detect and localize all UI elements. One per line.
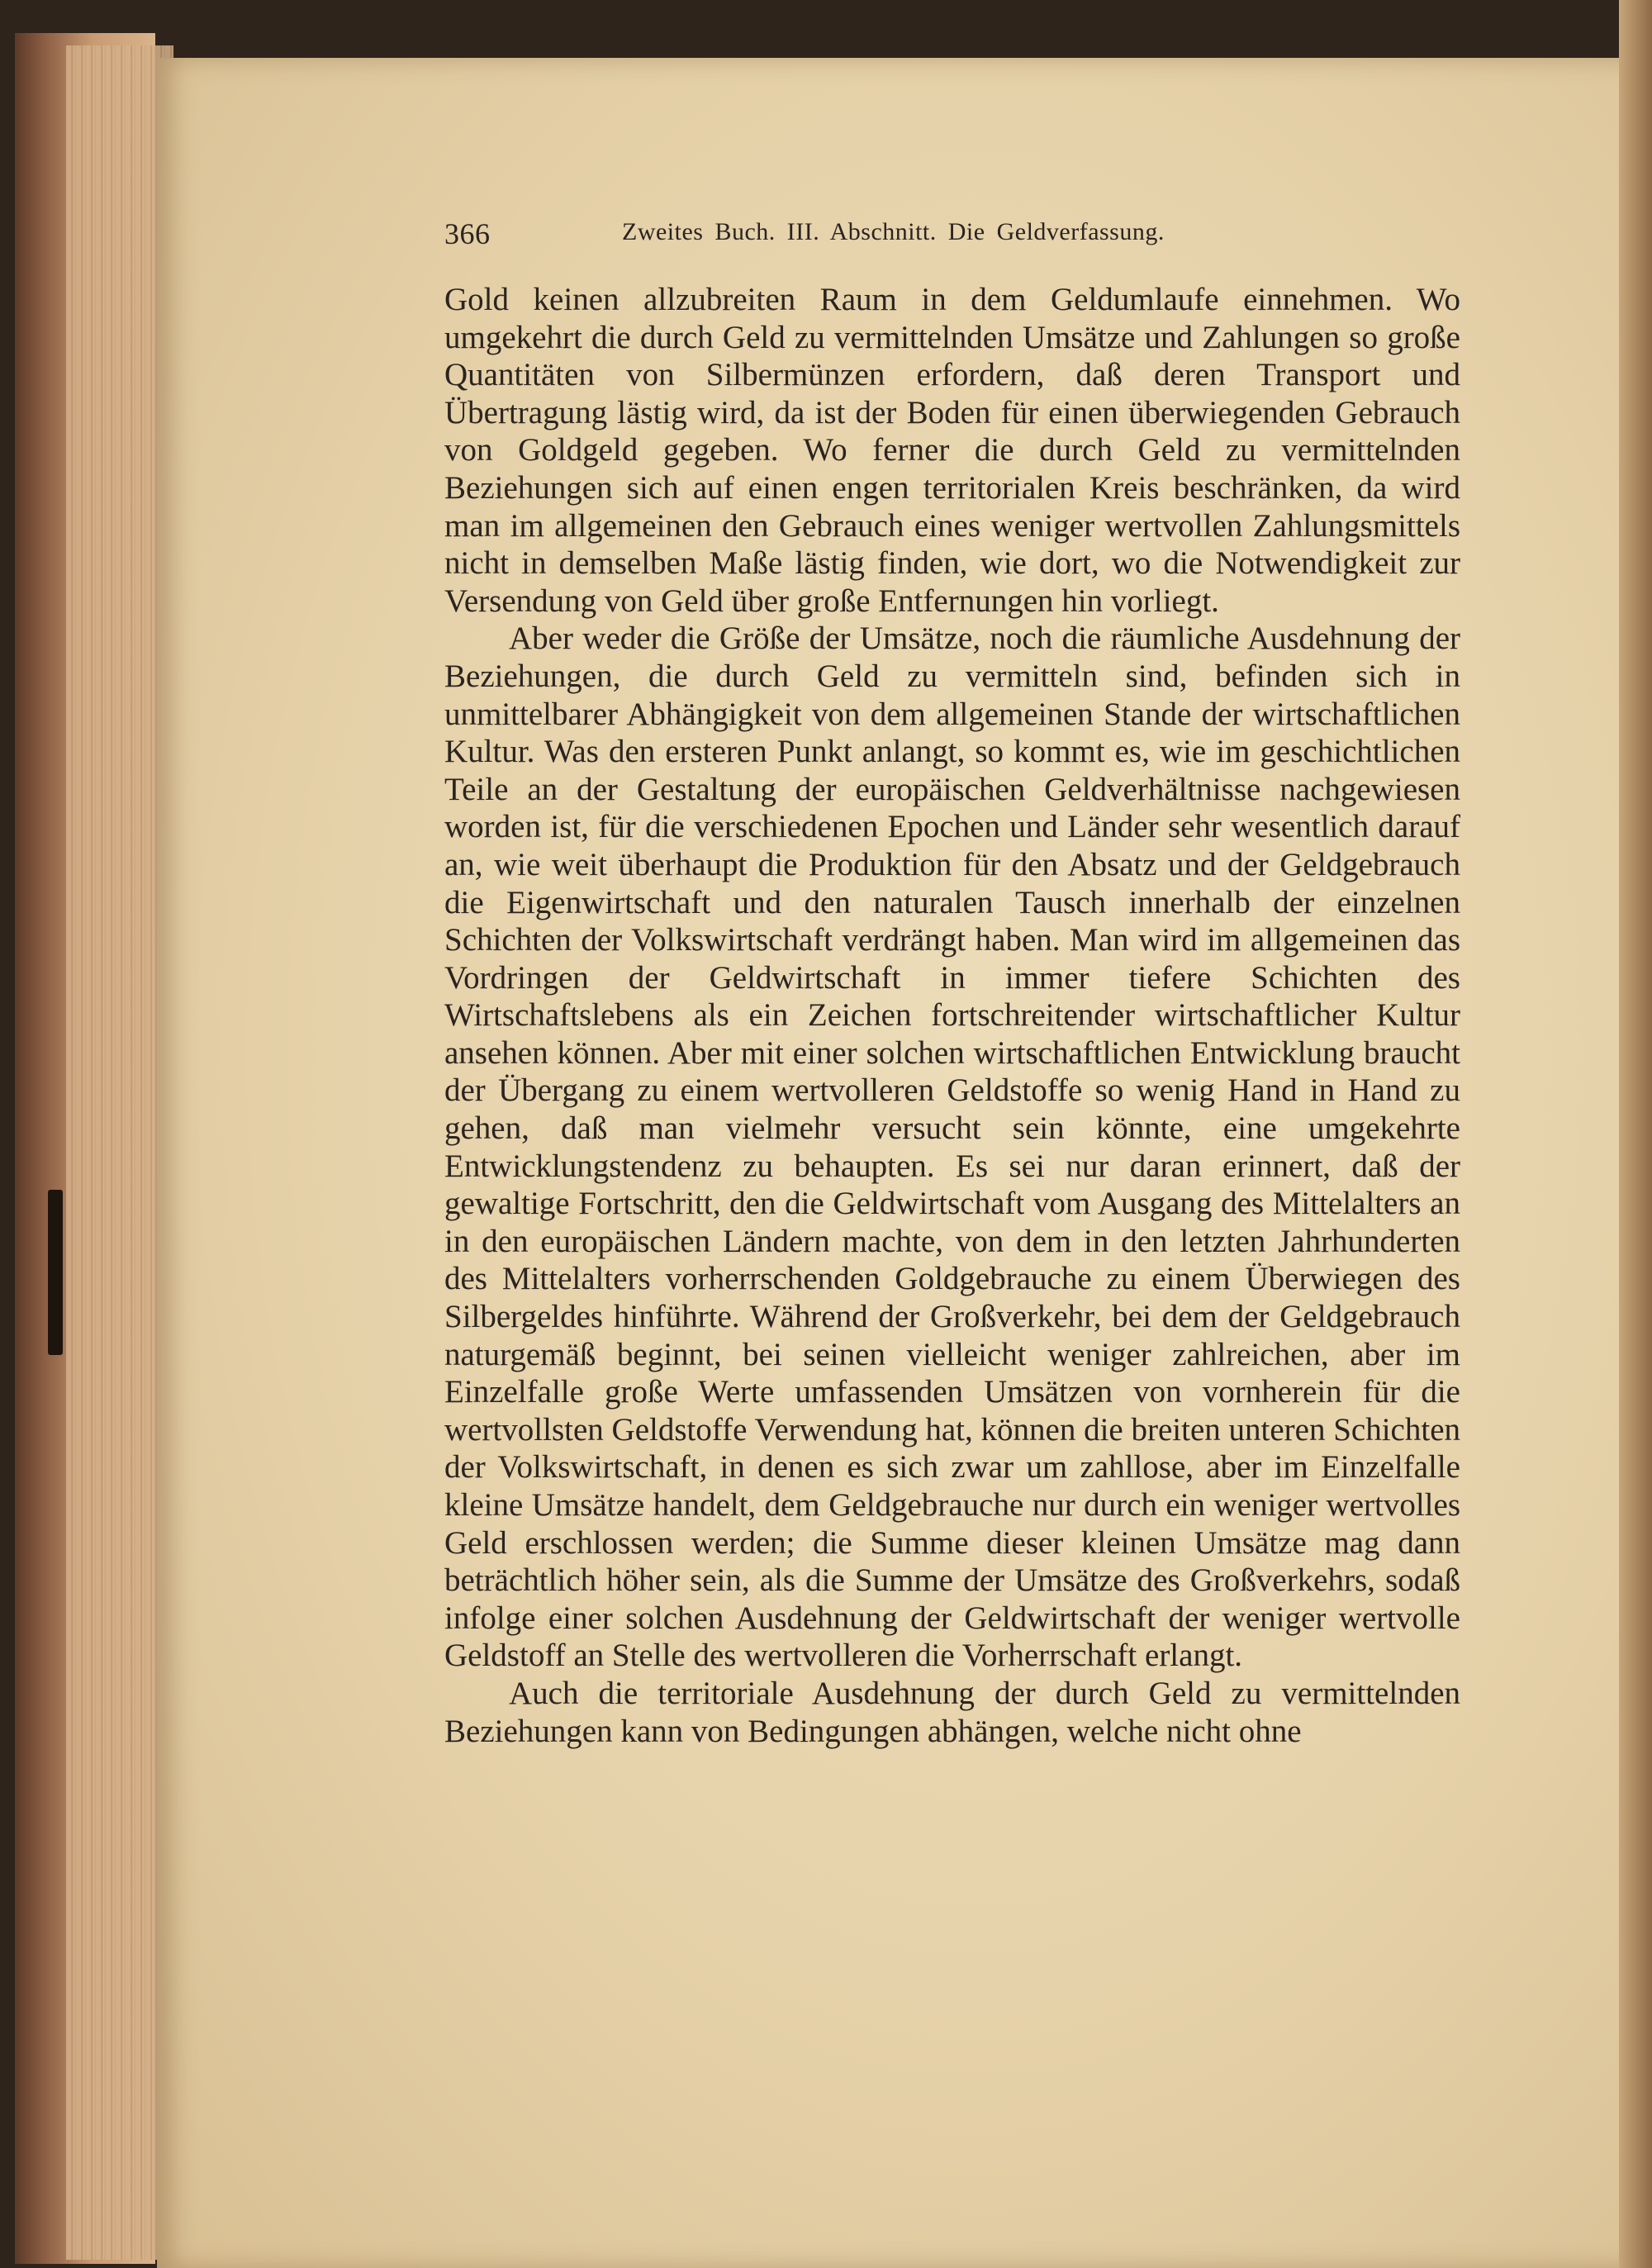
running-head [444,216,1469,256]
paragraph-2: Aber weder die Größe der Umsätze, noch die räumliche Ausdehnung der Beziehungen, die durch Geld zu vermitteln sind, befinden sich in unmittelbarer Abhängigkeit von dem allgemeinen Stande der wirtschaftlichen Kultur. Was den ersteren Punkt anlangt, so kommt es, wie im geschichtlichen Teile an der Gestaltung der europäischen Geldverhältnisse nachgewiesen worden ist, für die verschiedenen Epochen und Länder sehr wesentlich darauf an, wie weit überhaupt die Produktion für den Absatz und der Geldgebrauch die Eigenwirtschaft und den naturalen Tausch innerhalb der einzelnen Schichten der Volkswirtschaft verdrängt haben. Man wird im allgemeinen das Vordringen der Geldwirtschaft in immer tiefere Schichten des Wirtschaftslebens als ein Zeichen fortschreitender wirtschaftlicher Kultur ansehen können. Aber mit einer solchen wirtschaftlichen Entwicklung braucht der Übergang zu einem wertvolleren Geldstoffe so wenig Hand in Hand zu gehen, daß man vielmehr versucht sein könnte, eine umgekehrte Entwicklungstendenz zu behaupten. Es sei nur daran erinnert, daß der gewaltige Fortschritt, den die Geldwirtschaft vom Ausgang des Mittelalters an in den europäischen Ländern machte, von dem in den letzten Jahrhunderten des Mittelalters vorherrschenden Goldgebrauche zu einem Überwiegen des Silbergeldes hinführte. Während der Großverkehr, bei dem der Geldgebrauch naturgemäß beginnt, bei seinen vielleicht weniger zahlreichen, aber im Einzelfalle große Werte umfassenden Umsätzen von vornherein für die wertvollsten Geldstoffe Verwendung hat, können die breiten unteren Schichten der Volkswirtschaft, in denen es sich zwar um zahllose, aber im Einzelfalle kleine Umsätze handelt, dem Geldgebrauche nur durch ein weniger wertvolles Geld erschlossen werden; die Summe dieser kleinen Umsätze mag dann beträchtlich höher sein, als die Summe der Umsätze des Großverkehrs, sodaß infolge einer solchen Ausdehnung der Geldwirtschaft der weniger wertvolle Geldstoff an Stelle des wertvolleren die Vorherrschaft erlangt. [444,620,1460,1674]
page-right-edge [1619,0,1652,2268]
page-number: 366 [444,217,491,250]
running-title: Zweites Buch. III. Abschnitt. Die Geldverfassung. [622,218,1165,245]
paragraph-1: Gold keinen allzubreiten Raum in dem Geldumlaufe einnehmen. Wo umgekehrt die durch Geld zu vermittelnden Umsätze und Zahlungen so große Quantitäten von Silbermünzen erfordern, daß deren Transport und Übertragung lästig wird, da ist der Boden für einen überwiegenden Gebrauch von Goldgeld gegeben. Wo ferner die durch Geld zu vermittelnden Beziehungen sich auf einen engen territorialen Kreis beschränken, da wird man im allgemeinen den Gebrauch eines weniger wertvollen Zahlungsmittels nicht in demselben Maße lästig finden, wie dort, wo die Notwendigkeit zur Versendung von Geld über große Entfernungen hin vorliegt. [444,282,1460,619]
body-text [444,281,1460,1750]
bookmark-tab [48,1190,63,1355]
paragraph-3: Auch die territoriale Ausdehnung der durch Geld zu vermittelnden Beziehungen kann von Bedingungen abhängen, welche nicht ohne [444,1675,1460,1749]
